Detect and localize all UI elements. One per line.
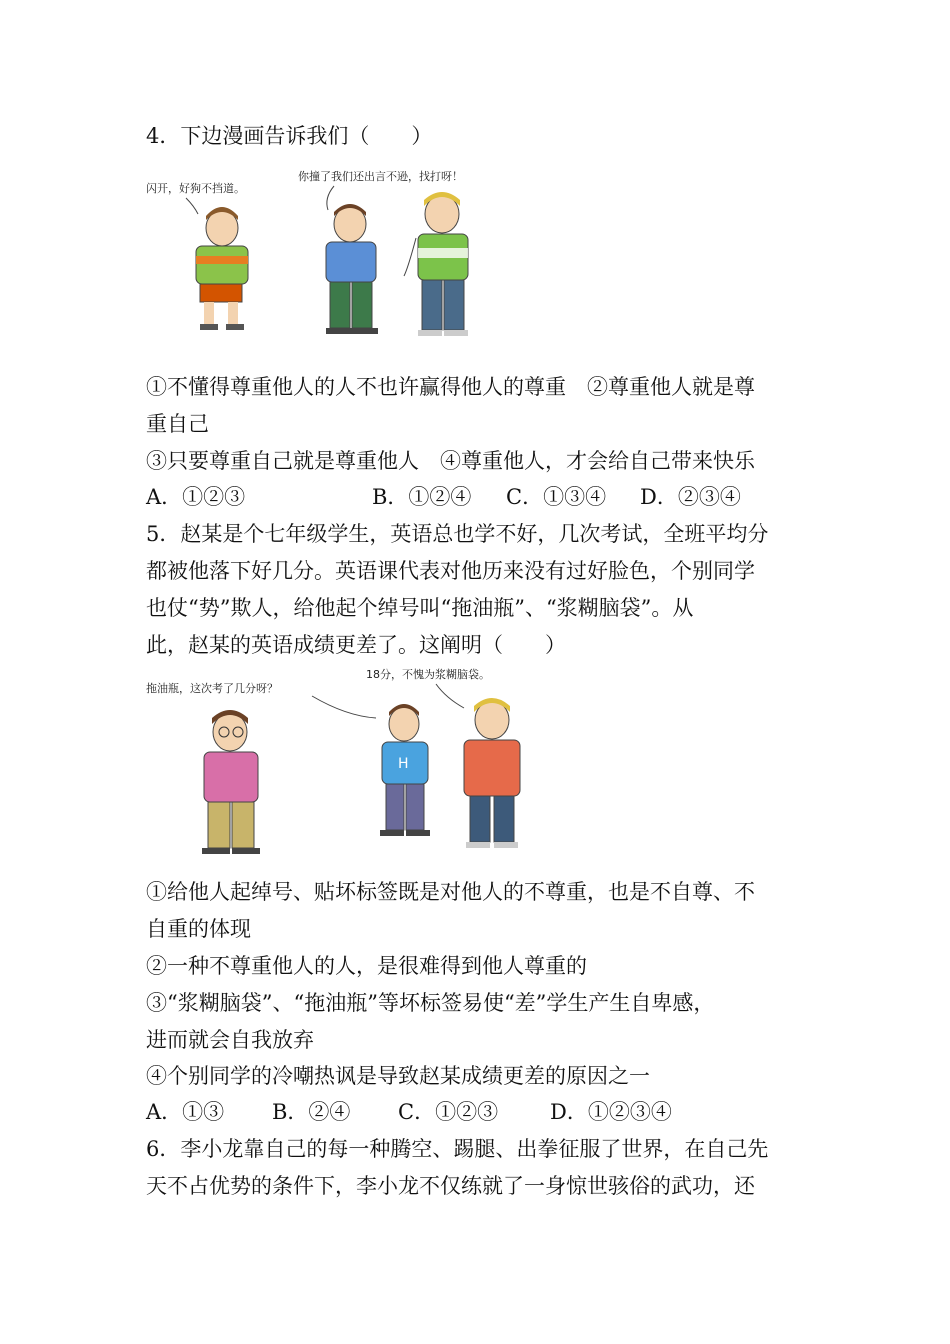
q5-stem-line-3: 也仗“势”欺人，给他起个绰号叫“拖油瓶”、“浆糊脑袋”。从 xyxy=(146,596,694,620)
boy-blue-h-shirt-figure xyxy=(380,704,430,836)
q5-stem-line-2: 都被他落下好几分。英语课代表对他历来没有过好脸色，个别同学 xyxy=(146,559,755,583)
q5-statement-2: ②一种不尊重他人的人，是很难得到他人尊重的 xyxy=(146,954,587,978)
svg-text:H: H xyxy=(398,756,409,772)
q5-option-a[interactable]: A．①③ xyxy=(146,1100,225,1124)
q4-statement-3-4: ③只要尊重自己就是尊重他人 ④尊重他人，才会给自己带来快乐 xyxy=(146,449,755,473)
q5-cartoon xyxy=(146,666,576,858)
q5-statement-4: ④个别同学的冷嘲热讽是导致赵某成绩更差的原因之一 xyxy=(146,1064,650,1088)
q6-stem-line-1: 6．李小龙靠自己的每一种腾空、踢腿、出拳征服了世界，在自己先 xyxy=(146,1137,769,1161)
boy-blue-shirt-figure xyxy=(326,204,378,334)
q5-option-c[interactable]: C．①②③ xyxy=(398,1100,499,1124)
q4-statement-1: ①不懂得尊重他人的人不也许赢得他人的尊重 ②尊重他人就是尊 xyxy=(146,375,755,399)
q5-option-d[interactable]: D．①②③④ xyxy=(550,1100,672,1124)
q4-speech-right: 你撞了我们还出言不逊，找打呀！ xyxy=(298,170,463,183)
q4-option-d[interactable]: D．②③④ xyxy=(640,485,741,509)
boy-striped-shirt-figure xyxy=(196,207,248,330)
q6-stem-line-2: 天不占优势的条件下，李小龙不仅练就了一身惊世骇俗的武功，还 xyxy=(146,1174,755,1198)
q5-speech-left: 拖油瓶，这次考了几分呀？ xyxy=(146,682,278,695)
q5-stem-line-4: 此，赵某的英语成绩更差了。这阐明（ ） xyxy=(146,633,566,657)
q4-statement-1-cont: 重自己 xyxy=(146,412,209,436)
q4-stem: 4．下边漫画告诉我们（ ） xyxy=(146,124,433,148)
q5-statement-1: ①给他人起绰号、贴坏标签既是对他人的不尊重，也是不自尊、不 xyxy=(146,880,755,904)
q5-speech-right: 18分，不愧为浆糊脑袋。 xyxy=(366,668,490,681)
q5-statement-1-cont: 自重的体现 xyxy=(146,917,251,941)
q5-statement-3-cont: 进而就会自我放弃 xyxy=(146,1028,314,1052)
q4-speech-left: 闪开，好狗不挡道。 xyxy=(146,182,245,195)
q5-stem-line-1: 5．赵某是个七年级学生，英语总也学不好，几次考试，全班平均分 xyxy=(146,522,769,546)
q5-option-b[interactable]: B．②④ xyxy=(272,1100,351,1124)
q4-option-b[interactable]: B．①②④ xyxy=(372,485,472,509)
boy-green-shirt-figure xyxy=(418,192,468,336)
q4-option-c[interactable]: C．①③④ xyxy=(506,485,607,509)
boy-red-jacket-figure xyxy=(464,698,520,848)
q4-option-a[interactable]: A．①②③ xyxy=(146,485,246,509)
q4-cartoon xyxy=(146,168,516,340)
q5-statement-3: ③“浆糊脑袋”、“拖油瓶”等坏标签易使“差”学生产生自卑感， xyxy=(146,991,715,1015)
q5-options xyxy=(146,1097,672,1127)
q4-options xyxy=(146,482,741,512)
boy-glasses-figure xyxy=(202,710,260,854)
